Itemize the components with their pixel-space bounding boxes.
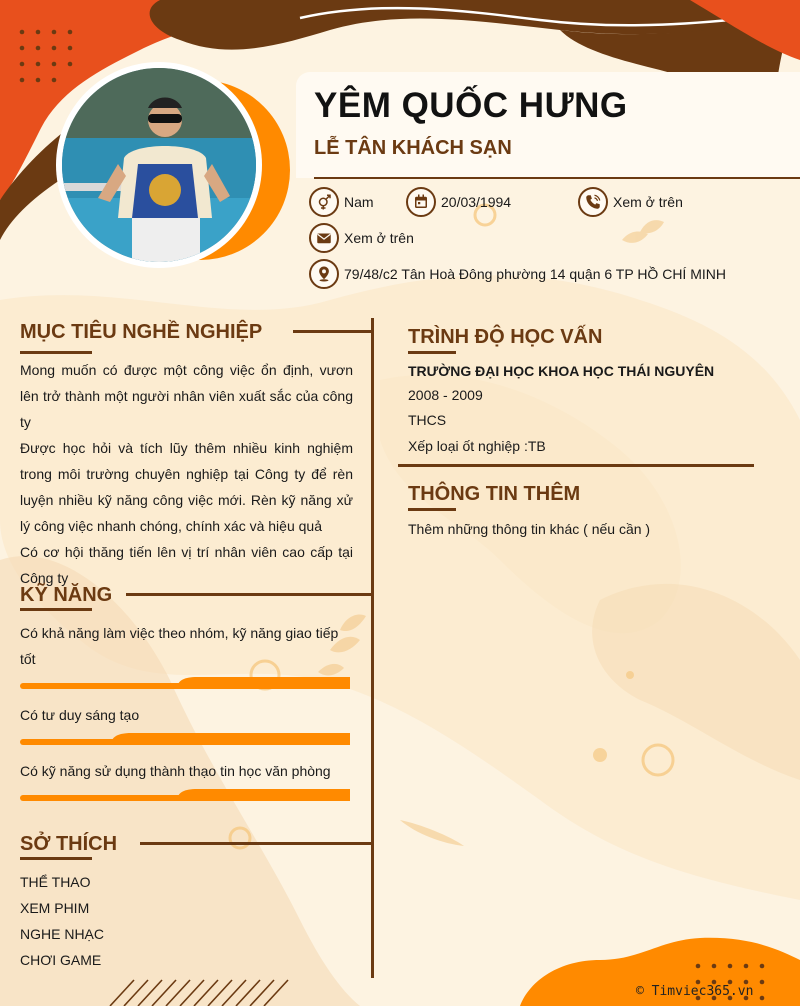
objective-title-rule (293, 330, 373, 333)
email-value: Xem ở trên (344, 230, 414, 246)
calendar-icon (406, 187, 436, 217)
objective-paragraph: Có cơ hội thăng tiến lên vị trí nhân viên cao cấp tại Công ty (20, 544, 353, 586)
objective-paragraph: Mong muốn có được một công việc ổn định, vươn lên trở thành một người nhân viên xuất sắc của công ty (20, 362, 353, 430)
skill-label: Có kỹ năng sử dụng thành thạo tin học văn phòng (20, 763, 331, 779)
skills-title: KỸ NĂNG (20, 584, 113, 606)
education-title-underline (408, 351, 456, 354)
skill-bar-graphic (20, 788, 350, 802)
education-major: THCS (408, 412, 447, 428)
education-school: TRƯỜNG ĐẠI HỌC KHOA HỌC THÁI NGUYÊN (408, 363, 715, 379)
skill-label: Có tư duy sáng tạo (20, 707, 140, 723)
hobbies-title: SỞ THÍCH (20, 833, 118, 855)
skills-title-rule (126, 593, 373, 596)
avatar (56, 62, 262, 268)
job-title: LỄ TÂN KHÁCH SẠN (314, 137, 512, 159)
skill-bar-fill (177, 677, 350, 689)
education-period: 2008 - 2009 (408, 387, 483, 403)
skill-bar (20, 788, 350, 800)
extra-title-underline (408, 508, 456, 511)
education-grade: Xếp loại ốt nghiệp :TB (408, 438, 546, 454)
phone-icon (578, 187, 608, 217)
objective-body (20, 357, 353, 591)
hobby-item: NGHE NHẠC (20, 926, 105, 942)
skill-bar (20, 676, 350, 688)
avatar-photo (62, 68, 256, 262)
skill-label: Có khả năng làm việc theo nhóm, kỹ năng giao tiếp tốt (20, 625, 339, 667)
education-divider (398, 464, 754, 467)
education-title: TRÌNH ĐỘ HỌC VẤN (408, 326, 603, 348)
header-divider (314, 177, 800, 179)
watermark: © Timviec365.vn (636, 984, 754, 999)
hobby-item: CHƠI GAME (20, 952, 102, 968)
address-value: 79/48/c2 Tân Hoà Đông phường 14 quận 6 TP HỒ CHÍ MINH (344, 266, 726, 282)
objective-paragraph: Được học hỏi và tích lũy thêm nhiều kinh nghiệm trong môi trường chuyên nghiệp tại Công ty để rèn luyện nhiều kỹ năng công việc mới. Rèn kỹ năng xử lý công việc nhanh chóng, chính xác và hiệu quả (20, 440, 353, 534)
hobbies-title-rule (140, 842, 373, 845)
skill-bar (20, 732, 350, 744)
gender-icon (309, 187, 339, 217)
candidate-name: YÊM QUỐC HƯNG (314, 86, 628, 125)
extra-text: Thêm những thông tin khác ( nếu cần ) (408, 521, 651, 537)
phone-value: Xem ở trên (613, 194, 683, 210)
skill-bar-graphic (20, 676, 350, 690)
skills-title-underline (20, 608, 92, 611)
gender-value: Nam (344, 194, 374, 210)
hobby-item: XEM PHIM (20, 900, 90, 916)
objective-title-underline (20, 351, 92, 354)
skill-bar-fill (177, 789, 350, 801)
hobbies-title-underline (20, 857, 92, 860)
location-icon (309, 259, 339, 289)
objective-title: MỤC TIÊU NGHỀ NGHIỆP (20, 321, 263, 343)
extra-title: THÔNG TIN THÊM (408, 483, 581, 505)
skill-item (20, 620, 350, 672)
birthday-value: 20/03/1994 (441, 194, 512, 210)
skill-bar-fill (111, 733, 350, 745)
mail-icon (309, 223, 339, 253)
column-divider (371, 318, 374, 978)
hobby-item: THỂ THAO (20, 874, 91, 890)
skill-bar-graphic (20, 732, 350, 746)
